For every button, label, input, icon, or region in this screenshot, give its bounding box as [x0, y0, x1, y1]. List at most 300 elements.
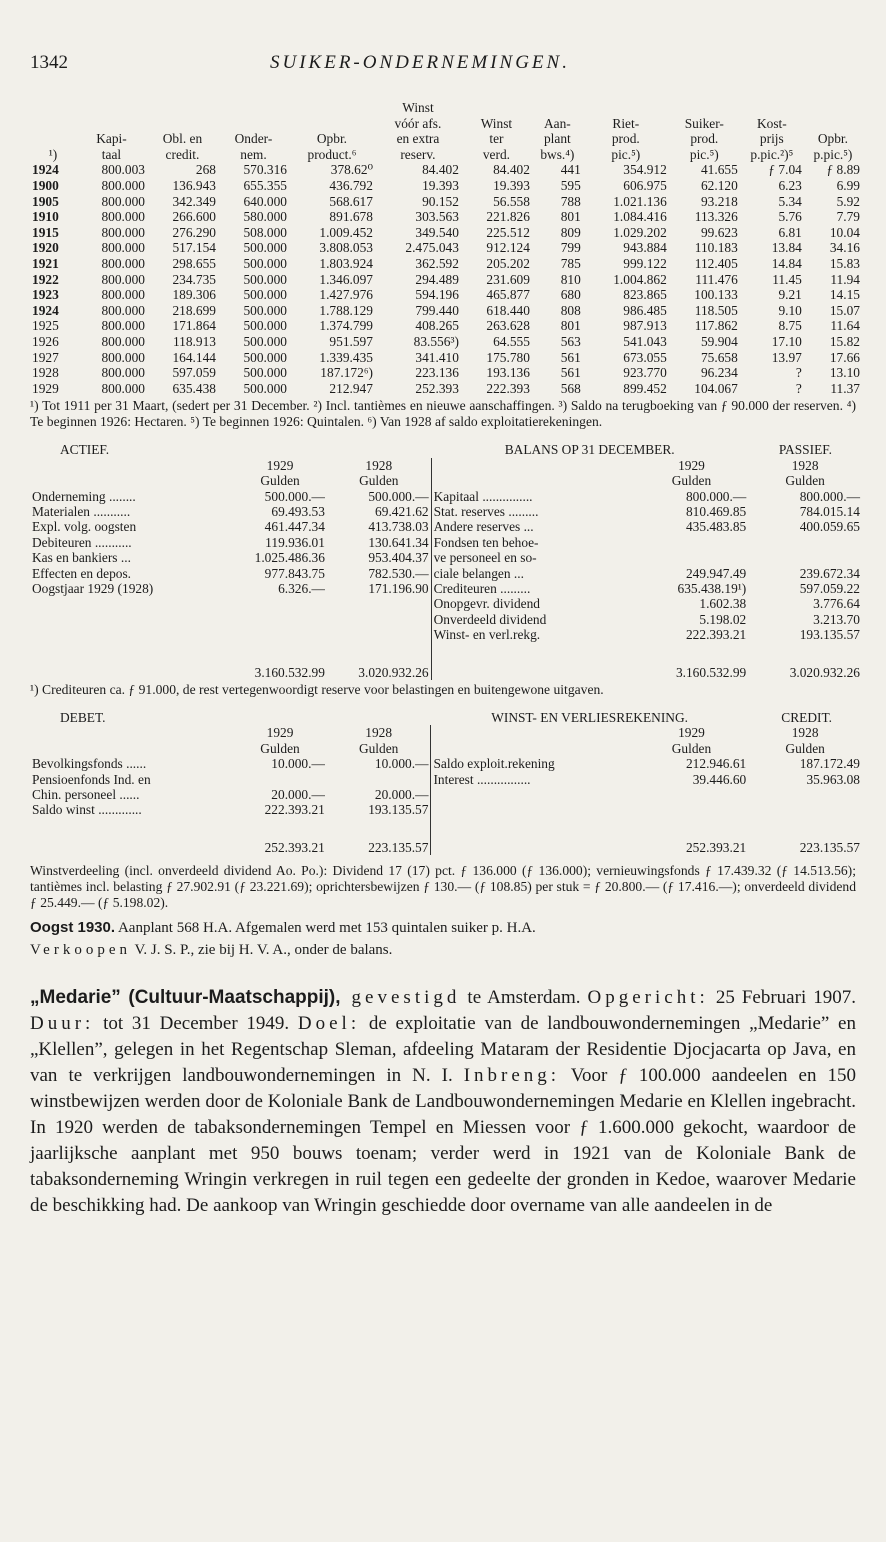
table-cell: 655.355 [243, 177, 287, 193]
year-cell: 1905 [32, 193, 59, 209]
table-cell: 1.009.452 [319, 224, 373, 240]
unit-label: Gulden [359, 473, 399, 489]
line-item-label: ciale belangen ... [431, 566, 635, 581]
table-cell: 11.64 [830, 318, 860, 334]
location-text: te Amsterdam. [460, 987, 588, 1009]
table-cell: 1.374.799 [319, 318, 373, 334]
table-cell: 252.393 [415, 380, 459, 396]
statistics-body [30, 162, 862, 396]
table-cell: 13.97 [771, 349, 802, 365]
table-cell: 362.592 [415, 255, 459, 271]
year-1929-right: 1929 [678, 725, 705, 741]
line-item-label: Crediteuren ......... [431, 581, 635, 596]
balance-title-row [30, 442, 862, 457]
line-item-value [748, 550, 862, 565]
company-entry [30, 985, 856, 1219]
column-header: ¹) [48, 146, 58, 162]
table-row [30, 318, 862, 334]
line-item-label: Bevolkingsfonds ...... [32, 756, 147, 772]
table-cell: 2.475.043 [405, 240, 459, 256]
balance-year-row [30, 458, 862, 473]
table-cell: 500.000 [243, 318, 287, 334]
line-item-value [233, 627, 327, 642]
harvest-label: Oogst 1930. [30, 919, 116, 937]
table-cell: 640.000 [243, 193, 287, 209]
table-cell: 34.16 [829, 240, 860, 256]
line-item-value: 800.000.— [685, 488, 747, 504]
line-item-label [431, 802, 635, 817]
table-row [30, 365, 862, 381]
table-cell: 561 [560, 349, 581, 365]
year-cell: 1915 [32, 224, 59, 240]
table-cell: 500.000 [243, 255, 287, 271]
line-item-value: 6.326.— [278, 580, 325, 596]
line-item-value [748, 802, 862, 817]
table-row [30, 772, 862, 787]
table-cell: 104.067 [694, 380, 738, 396]
table-cell: 1.788.129 [319, 302, 373, 318]
table-row [30, 627, 862, 642]
table-cell: ? [795, 380, 802, 396]
table-cell: 800.000 [101, 380, 145, 396]
table-cell: 19.393 [422, 177, 459, 193]
balance-totals-row [30, 643, 862, 680]
table-cell: 75.658 [700, 349, 738, 365]
pl-body [30, 756, 862, 818]
balance-title: BALANS OP 31 DECEMBER. [504, 442, 675, 458]
line-item-label: Andere reserves ... [431, 519, 635, 534]
table-cell: 189.306 [172, 287, 216, 303]
table-cell: 500.000 [243, 333, 287, 349]
line-item-label: Kas en bankiers ... [32, 550, 131, 566]
total-value: 252.393.21 [685, 839, 747, 855]
table-cell: ƒ 8.89 [826, 162, 860, 178]
line-item-label: Expl. volg. oogsten [32, 519, 137, 535]
table-cell: 7.79 [836, 209, 860, 225]
harvest-paragraph [30, 917, 856, 939]
line-item-label: Onopgevr. dividend [431, 596, 635, 611]
balance-sheet [30, 442, 862, 680]
balance-unit-row [30, 473, 862, 488]
line-item-label: Pensioenfonds Ind. en [32, 771, 151, 787]
table-cell: 800.000 [101, 209, 145, 225]
table-row [30, 489, 862, 504]
table-cell: 800.000 [101, 193, 145, 209]
line-item-label: Materialen ........... [32, 503, 131, 519]
line-item-value: 977.843.75 [264, 565, 325, 581]
balance-body [30, 489, 862, 643]
line-item-label: ve personeel en so- [431, 550, 635, 565]
table-cell: 800.000 [101, 177, 145, 193]
unit-label: Gulden [785, 740, 825, 756]
harvest-text: Aanplant 568 H.A. Afgemalen werd met 153 quintalen suiker p. H.A. [115, 920, 536, 937]
line-item-value: 187.172.49 [799, 756, 860, 772]
table-cell: 187.172⁶) [320, 365, 373, 381]
table-cell: 99.623 [700, 224, 738, 240]
table-cell: 673.055 [623, 349, 667, 365]
table-cell: 785 [560, 255, 581, 271]
table-cell: 563 [560, 333, 581, 349]
table-cell: 276.290 [172, 224, 216, 240]
statistics-table [30, 100, 862, 396]
table-cell: 341.410 [415, 349, 459, 365]
unit-label: Gulden [785, 473, 825, 489]
table-cell: 17.66 [829, 349, 860, 365]
table-cell: 923.770 [623, 365, 667, 381]
table-cell: 951.597 [329, 333, 373, 349]
pl-title: WINST- EN VERLIESREKENING. [491, 709, 688, 725]
table-cell: 500.000 [243, 349, 287, 365]
year-1929: 1929 [266, 457, 294, 473]
year-cell: 1920 [32, 240, 59, 256]
line-item-value [635, 535, 749, 550]
pl-right-title: CREDIT. [781, 709, 832, 725]
purpose-label: Doel: [297, 1013, 361, 1035]
table-row [30, 287, 862, 303]
line-item-value [233, 596, 327, 611]
line-item-value: 782.530.— [368, 565, 429, 581]
table-cell: 294.489 [415, 271, 459, 287]
line-item-label: Fondsen ten behoe- [431, 535, 635, 550]
line-item-value: 222.393.21 [685, 627, 747, 643]
table-row [30, 194, 862, 210]
year-cell: 1929 [32, 380, 59, 396]
line-item-value: 20.000.— [271, 787, 325, 802]
table-row [30, 566, 862, 581]
sales-text: V. J. S. P., zie bij H. V. A., onder de balans. [130, 942, 393, 959]
table-cell: 112.405 [694, 255, 738, 271]
table-cell: 110.183 [694, 240, 738, 256]
table-cell: 231.609 [486, 271, 530, 287]
line-item-value: 413.738.03 [368, 519, 429, 535]
line-item-value: 784.015.14 [799, 503, 860, 519]
table-cell: 580.000 [243, 209, 287, 225]
line-item-value: 810.469.85 [685, 503, 747, 519]
table-row [30, 535, 862, 550]
table-cell: 808 [560, 302, 581, 318]
column-header: Kost- prijs p.pic.²)⁵ [750, 115, 794, 162]
line-item-value [327, 772, 431, 787]
table-row [30, 550, 862, 565]
table-cell: ƒ 7.04 [768, 162, 802, 178]
line-item-value: 222.393.21 [264, 802, 325, 818]
founded-label: Opgericht: [587, 987, 709, 1009]
table-row [30, 787, 862, 802]
year-1929-right: 1929 [678, 457, 705, 473]
table-cell: 11.37 [830, 380, 860, 396]
pl-year-row [30, 725, 862, 740]
total-value: 223.135.57 [799, 839, 860, 855]
table-cell: 41.655 [700, 162, 738, 178]
contribution-label: Inbreng: [463, 1065, 561, 1087]
table-row [30, 334, 862, 350]
duration-label: Duur: [30, 1013, 95, 1035]
table-cell: 268 [195, 162, 216, 178]
table-cell: 986.485 [623, 302, 667, 318]
table-cell: 606.975 [623, 177, 667, 193]
page-number: 1342 [30, 52, 68, 73]
table-cell: 635.438 [172, 380, 216, 396]
line-item-value [327, 612, 431, 627]
year-1929: 1929 [266, 725, 294, 741]
balance-right-title: PASSIEF. [778, 442, 832, 458]
table-cell: 680 [560, 287, 581, 303]
table-cell: 223.136 [415, 365, 459, 381]
table-cell: 111.476 [695, 271, 738, 287]
table-row [30, 519, 862, 534]
year-cell: 1924 [32, 302, 59, 318]
table-cell: 222.393 [486, 380, 530, 396]
line-item-value: 171.196.90 [368, 580, 429, 596]
sales-paragraph [30, 939, 856, 961]
table-cell: ? [795, 365, 802, 381]
table-cell: 15.83 [829, 255, 860, 271]
year-cell: 1910 [32, 209, 59, 225]
table-cell: 96.234 [700, 365, 738, 381]
table-cell: 1.021.136 [613, 193, 667, 209]
table-cell: 1.084.416 [613, 209, 667, 225]
table-cell: 1.004.862 [613, 271, 667, 287]
line-item-label [30, 596, 233, 611]
table-row [30, 504, 862, 519]
table-cell: 62.120 [700, 177, 738, 193]
year-1928: 1928 [365, 457, 393, 473]
table-cell: 175.780 [486, 349, 530, 365]
year-cell: 1922 [32, 271, 59, 287]
table-cell: 517.154 [172, 240, 216, 256]
line-item-label [30, 627, 233, 642]
table-cell: 117.862 [694, 318, 738, 334]
table-cell: 500.000 [243, 380, 287, 396]
table-cell: 561 [560, 365, 581, 381]
line-item-value [233, 772, 327, 787]
unit-label: Gulden [260, 740, 300, 756]
column-header: Aan- plant bws.⁴) [540, 115, 575, 162]
unit-label: Gulden [671, 473, 712, 489]
line-item-value: 69.493.53 [271, 503, 325, 519]
table-cell: 800.000 [101, 318, 145, 334]
line-item-label: Onverdeeld dividend [431, 612, 635, 627]
column-header: Suiker- prod. pic.⁵) [684, 115, 724, 162]
year-cell: 1927 [32, 349, 59, 365]
table-row [30, 225, 862, 241]
table-cell: 441 [560, 162, 581, 178]
table-cell: 568.617 [329, 193, 373, 209]
table-cell: 810 [560, 271, 581, 287]
total-value: 3.020.932.26 [358, 664, 429, 680]
table-row [30, 802, 862, 817]
line-item-value: 1.025.486.36 [254, 550, 325, 566]
line-item-value [748, 535, 862, 550]
table-cell: 1.427.976 [319, 287, 373, 303]
table-row [30, 612, 862, 627]
year-1928-right: 1928 [791, 725, 819, 741]
line-item-value [635, 787, 749, 802]
line-item-value: 500.000.— [368, 488, 429, 504]
table-cell: 500.000 [243, 302, 287, 318]
table-cell: 171.864 [172, 318, 216, 334]
table-cell: 3.808.053 [319, 240, 373, 256]
line-item-label: Saldo winst ............. [32, 802, 142, 818]
line-item-value: 35.963.08 [806, 771, 860, 787]
line-item-value: 193.135.57 [368, 802, 429, 818]
total-value: 223.135.57 [368, 839, 429, 855]
line-item-value: 1.602.38 [699, 596, 747, 612]
table-cell: 13.10 [829, 365, 860, 381]
line-item-value [233, 612, 327, 627]
line-item-value: 20.000.— [374, 787, 429, 802]
balance-left-title: ACTIEF. [60, 442, 110, 458]
line-item-label: Onderneming ........ [32, 488, 136, 504]
line-item-value: 435.483.85 [685, 519, 747, 535]
table-cell: 11.94 [830, 271, 860, 287]
table-cell: 118.913 [172, 333, 216, 349]
table-row [30, 256, 862, 272]
table-cell: 17.10 [771, 333, 802, 349]
year-1928: 1928 [365, 725, 393, 741]
table-cell: 56.558 [493, 193, 530, 209]
line-item-value: 800.000.— [799, 488, 860, 504]
year-cell: 1900 [32, 177, 59, 193]
table-cell: 800.000 [101, 287, 145, 303]
table-cell: 14.15 [829, 287, 860, 303]
table-cell: 508.000 [243, 224, 287, 240]
unit-label: Gulden [358, 740, 399, 756]
table-cell: 118.505 [694, 302, 738, 318]
table-cell: 823.865 [623, 287, 667, 303]
table-cell: 19.393 [493, 177, 530, 193]
table-cell: 64.555 [493, 333, 530, 349]
table-cell: 800.000 [101, 349, 145, 365]
table-row [30, 303, 862, 319]
pl-left-title: DEBET. [60, 709, 106, 725]
line-item-label [431, 787, 635, 802]
table-cell: 193.136 [486, 365, 530, 381]
year-1928-right: 1928 [791, 457, 819, 473]
total-value: 3.020.932.26 [789, 664, 860, 680]
table-cell: 15.07 [829, 302, 860, 318]
table-cell: 800.000 [101, 302, 145, 318]
running-title: SUIKER-ONDERNEMINGEN. [270, 52, 570, 73]
table-cell: 408.265 [415, 318, 459, 334]
line-item-value: 10.000.— [374, 756, 429, 772]
line-item-value: 5.198.02 [699, 611, 747, 627]
table-cell: 298.655 [172, 255, 216, 271]
table-cell: 800.000 [101, 271, 145, 287]
table-row [30, 756, 862, 771]
statistics-footnotes: ¹) Tot 1911 per 31 Maart, (sedert per 31 December. ²) Incl. tantièmes en nieuwe aanschaffingen. ³) Saldo na terugboeking van ƒ 90.000 der reserven. ⁴) Te beginnen 1926: Hectaren. ⁵) Te beginnen 1926: Quintalen. ⁶) Van 1928 af saldo exploitatierekeningen. [30, 398, 856, 430]
table-row [30, 350, 862, 366]
table-cell: 800.000 [101, 240, 145, 256]
table-row [30, 162, 862, 178]
year-cell: 1926 [32, 333, 59, 349]
table-cell: 594.196 [415, 287, 459, 303]
line-item-label: Stat. reserves ......... [431, 504, 635, 519]
line-item-value: 130.641.34 [368, 534, 429, 550]
line-item-value [635, 802, 749, 817]
line-item-value [635, 550, 749, 565]
sales-label: Verkoopen [30, 942, 131, 959]
column-header: Riet- prod. pic.⁵) [611, 115, 641, 162]
line-item-value: 249.947.49 [685, 565, 747, 581]
table-cell: 436.792 [329, 177, 373, 193]
line-item-label: Kapitaal ............... [431, 489, 635, 504]
line-item-value: 39.446.60 [692, 771, 747, 787]
table-cell: 5.76 [778, 209, 802, 225]
total-value: 3.160.532.99 [254, 664, 325, 680]
table-cell: 800.000 [101, 255, 145, 271]
table-cell: 11.45 [772, 271, 802, 287]
table-cell: 218.699 [172, 302, 216, 318]
line-item-label: Effecten en depos. [32, 565, 132, 581]
founded-text: 25 Februari 1907. [708, 987, 856, 1009]
table-cell: 570.316 [243, 162, 287, 178]
table-cell: 113.326 [694, 209, 738, 225]
table-row [30, 209, 862, 225]
line-item-value: 193.135.57 [799, 627, 860, 643]
table-cell: 84.402 [493, 162, 530, 178]
balance-footnote: ¹) Crediteuren ca. ƒ 91.000, de rest vertegenwoordigt reserve voor belastingen en buitengewone uitgaven. [30, 681, 604, 697]
table-cell: 788 [560, 193, 581, 209]
table-cell: 164.144 [172, 349, 216, 365]
line-item-value [327, 627, 431, 642]
table-cell: 500.000 [243, 287, 287, 303]
table-cell: 801 [560, 318, 581, 334]
table-cell: 15.82 [829, 333, 860, 349]
table-row [30, 240, 862, 256]
table-cell: 1.803.924 [319, 255, 373, 271]
table-cell: 541.043 [623, 333, 667, 349]
table-cell: 378.62⁰ [330, 162, 373, 178]
table-cell: 568 [560, 380, 581, 396]
table-cell: 9.21 [778, 287, 802, 303]
pl-title-row [30, 710, 862, 725]
table-cell: 618.440 [486, 302, 530, 318]
line-item-value [327, 596, 431, 611]
table-cell: 8.75 [778, 318, 802, 334]
table-cell: 912.124 [486, 240, 530, 256]
table-cell: 349.540 [415, 224, 459, 240]
purpose-text: de exploitatie van de landbouwondernemingen „Medarie” en „Klellen”, gelegen in het Regentschap Sleman, afdeeling Mataram der Residentie Djocjacarta op Java, en van te verkrijgen landbouwondernemingen in N. I. [30, 1013, 856, 1087]
line-item-label: Chin. personeel ...... [32, 787, 140, 802]
year-cell: 1921 [32, 255, 59, 271]
duration-text: tot 31 December 1949. [94, 1013, 298, 1035]
line-item-value: 119.936.01 [265, 534, 325, 550]
pl-totals-row [30, 818, 862, 855]
table-cell: 799 [560, 240, 581, 256]
table-cell: 14.84 [771, 255, 802, 271]
table-cell: 465.877 [486, 287, 530, 303]
table-cell: 234.735 [172, 271, 216, 287]
table-cell: 6.99 [836, 177, 860, 193]
table-cell: 6.23 [778, 177, 802, 193]
total-value: 252.393.21 [264, 839, 325, 855]
column-header: Winst vóór afs. en extra reserv. [394, 100, 442, 162]
line-item-value: 3.213.70 [813, 611, 860, 627]
table-row [30, 381, 862, 397]
line-item-value: 212.946.61 [685, 756, 747, 772]
line-item-value: 10.000.— [271, 756, 325, 772]
table-cell: 1.339.435 [319, 349, 373, 365]
table-cell: 10.04 [829, 224, 860, 240]
table-cell: 59.904 [700, 333, 738, 349]
table-cell: 801 [560, 209, 581, 225]
line-item-value: 461.447.34 [264, 519, 325, 535]
table-cell: 205.202 [486, 255, 530, 271]
table-cell: 799.440 [415, 302, 459, 318]
table-cell: 221.826 [486, 209, 530, 225]
table-cell: 800.000 [101, 365, 145, 381]
